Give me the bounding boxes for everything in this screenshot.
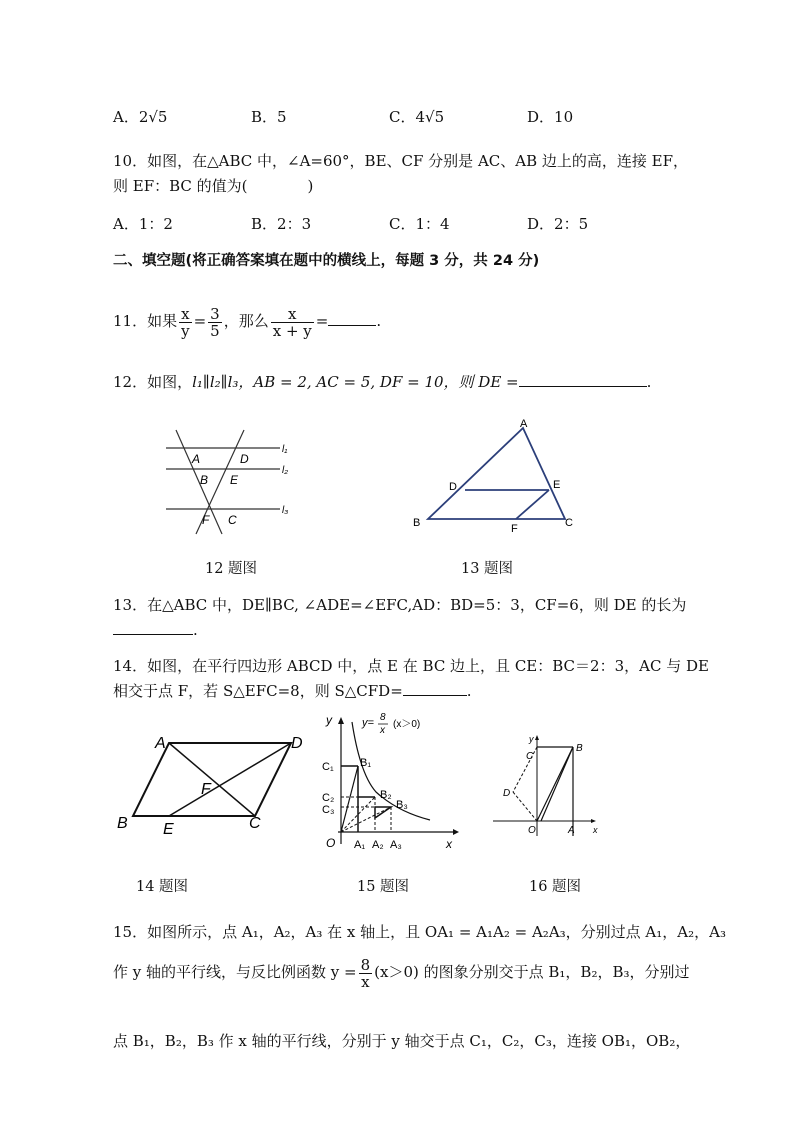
fig14-caption: 14 题图: [136, 879, 189, 895]
q10-option-a: A．1：2: [113, 215, 173, 233]
fig15-caption: 15 题图: [357, 879, 410, 895]
fig14-label-f: F: [201, 781, 211, 798]
fig15-label-b1: B₁: [360, 757, 372, 769]
q12-prefix: 12．如图，: [113, 373, 193, 391]
q15-line2: [113, 955, 690, 990]
fig16-caption: 16 题图: [529, 879, 582, 895]
fig12-label-b: B: [200, 473, 209, 487]
q11-prefix: 11．如果: [113, 312, 178, 330]
fig12-label-l2: l₂: [282, 465, 289, 476]
fig16-label-b: B: [576, 743, 583, 754]
fig12-label-l1: l₁: [282, 444, 288, 455]
fig14-label-b: B: [117, 815, 128, 832]
fig12-label-d: D: [240, 452, 249, 466]
q13-line1: 13．在△ABC 中，DE∥BC, ∠ADE=∠EFC,AD：BD=5：3，CF=6，则 DE 的长为: [113, 596, 687, 614]
fig15-func-label: y=: [362, 717, 374, 729]
fig12-label-l3: l₃: [282, 505, 289, 516]
fig13-label-e: E: [553, 479, 561, 491]
q9-option-b: B．5: [251, 108, 287, 126]
q15-line2-post: (x＞0) 的图象分别交于点 B₁，B₂，B₃，分别过: [374, 963, 690, 981]
q10-line2: 则 EF：BC 的值为( ): [113, 177, 314, 195]
fig14-label-d: D: [291, 735, 303, 752]
fig15-label-a1: A₁: [354, 839, 366, 851]
fig15-origin: O: [326, 836, 336, 850]
fig12-label-f: F: [202, 513, 210, 527]
fig15-label-c3: C₃: [322, 804, 335, 816]
fig15-func-num: 8: [380, 712, 386, 723]
q15-line3: 点 B₁，B₂，B₃ 作 x 轴的平行线，分别于 y 轴交于点 C₁，C₂，C₃，连接 OB₁，OB₂，: [113, 1032, 691, 1050]
fig14-label-a: A: [155, 735, 166, 752]
q10-option-c: C．1：4: [389, 215, 450, 233]
q11-fraction-x-y: [179, 306, 191, 339]
q9-option-d: D．10: [527, 108, 574, 126]
fig16-axis-x: x: [593, 825, 598, 835]
q9-option-a: A．2√5: [113, 108, 168, 126]
q11-mid: ，那么: [223, 312, 269, 330]
q10-option-b: B．2：3: [251, 215, 312, 233]
q13-line2: [113, 620, 198, 640]
fig15-axis-y: y: [326, 713, 332, 727]
fig16-label-d: D: [503, 788, 511, 799]
q15-fraction: [359, 957, 373, 990]
q12-condition: l₁∥l₂∥l₃，AB = 2, AC = 5, DF = 10，则 DE =: [192, 373, 519, 391]
q12: [113, 372, 651, 392]
figure-15: [318, 714, 463, 854]
q14-answer-blank[interactable]: [403, 681, 467, 696]
fig15-func-cond: (x＞0): [393, 719, 421, 730]
q11-eq2: =: [315, 312, 329, 330]
section-heading: 二、填空题(将正确答案填在题中的横线上，每题 3 分，共 24 分): [113, 253, 540, 269]
figure-16: [493, 732, 603, 842]
fig14-label-e: E: [163, 821, 174, 838]
figure-13: [408, 418, 588, 538]
fig12-label-a: A: [192, 452, 201, 466]
q13-end: .: [193, 621, 198, 639]
q11-fraction-3-5: [208, 306, 222, 339]
fig16-label-a: A: [568, 825, 575, 836]
q15-f-num: 8: [360, 955, 371, 974]
fig13-label-f: F: [511, 523, 518, 535]
fig15-label-a2: A₂: [372, 839, 384, 851]
q15-line1: 15．如图所示，点 A₁，A₂，A₃ 在 x 轴上，且 OA₁ = A₁A₂ = A₂A₃，分别过点 A₁，A₂，A₃: [113, 923, 726, 941]
fig15-axis-x: x: [446, 837, 452, 851]
q14-line2-text: 相交于点 F，若 S△EFC=8，则 S△CFD=: [113, 682, 403, 700]
fig13-label-a: A: [520, 418, 528, 430]
q12-answer-blank[interactable]: [519, 372, 647, 387]
q11-eq1: =: [193, 312, 207, 330]
fig13-caption: 13 题图: [461, 561, 514, 577]
fig12-caption: 12 题图: [205, 561, 258, 577]
q11-f2-den: 5: [210, 321, 220, 340]
fig15-label-b2: B₂: [380, 789, 392, 801]
fig15-label-b3: B₃: [396, 799, 408, 811]
fig14-label-c: C: [249, 815, 261, 832]
q11-answer-blank[interactable]: [328, 311, 376, 326]
q11-f3-den: x + y: [272, 321, 312, 340]
fig13-label-c: C: [565, 517, 573, 529]
q13-answer-blank[interactable]: [113, 620, 193, 635]
q10-line1: 10．如图，在△ABC 中，∠A=60°，BE、CF 分别是 AC、AB 边上的高，连接 EF，: [113, 152, 689, 170]
fig12-label-c: C: [228, 513, 237, 527]
fig15-label-c1: C₁: [322, 761, 334, 773]
q14-line1: 14．如图，在平行四边形 ABCD 中，点 E 在 BC 边上，且 CE：BC＝2：3，AC 与 DE: [113, 657, 709, 675]
fig15-label-a3: A₃: [390, 839, 402, 851]
q11-end: .: [376, 312, 382, 330]
fig13-label-d: D: [449, 481, 457, 493]
figure-14: [113, 730, 313, 840]
q11: [113, 304, 381, 339]
fig12-label-e: E: [230, 473, 239, 487]
q15-line2-pre: 作 y 轴的平行线，与反比例函数 y =: [113, 963, 357, 981]
fig16-origin: O: [528, 825, 536, 836]
q11-fraction-target: [271, 306, 314, 339]
fig15-label-c2: C₂: [322, 792, 335, 804]
q11-f2-num: 3: [210, 304, 220, 323]
q15-f-den: x: [361, 972, 370, 991]
q14-line2: [113, 681, 472, 701]
q11-f3-num: x: [271, 306, 314, 323]
q12-end: .: [646, 373, 652, 391]
fig16-label-c: C: [526, 751, 534, 762]
fig13-label-b: B: [413, 517, 421, 529]
figure-12: [160, 428, 300, 538]
q11-f1-num: x: [179, 306, 191, 323]
fig16-axis-y: y: [529, 734, 534, 744]
q11-f1-den: y: [181, 321, 190, 340]
q10-option-d: D．2：5: [527, 215, 589, 233]
q14-end: .: [466, 682, 472, 700]
fig15-func-den: x: [380, 725, 385, 736]
q9-option-c: C．4√5: [389, 108, 445, 126]
